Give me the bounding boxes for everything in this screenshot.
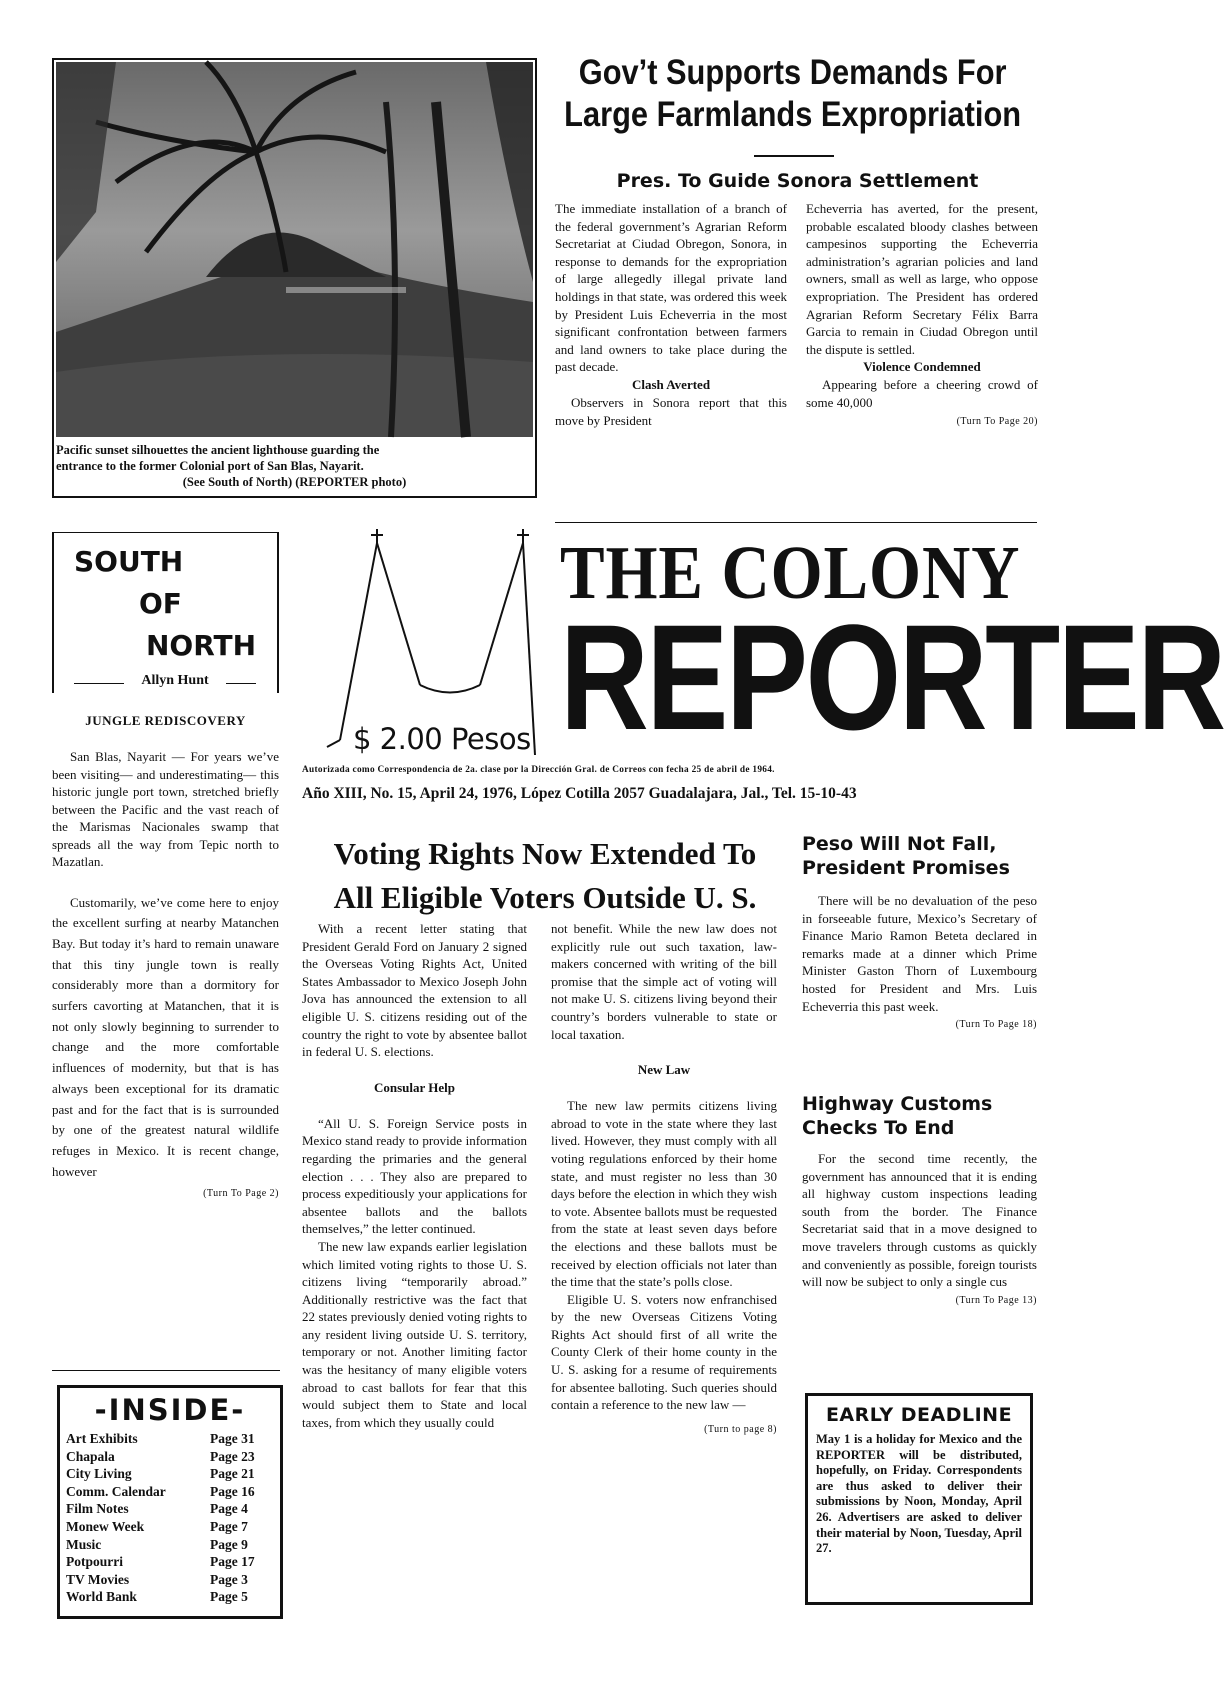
peso-body: There will be no devaluation of the peso in forseeable future, Mexico’s Secretary of Finance Mario Ramon Beteta declared in remarks made at a dinner which Prime Minister Gaston Thorn of Luxembourg hosted for President and Mrs. Luis Echeverria this past week.: [802, 893, 1037, 1014]
inside-row: [66, 1518, 274, 1536]
deadline-body: May 1 is a holiday for Mexico and the REPORTER will be distributed, hopefully, on Friday. Correspondents are thus asked to deliver their submissions by Noon, Monday, April 26. Advertisers are asked to deliver their material by Noon, Tuesday, April 27.: [816, 1432, 1022, 1556]
inside-row-label: Monew Week: [66, 1518, 145, 1534]
voting-col1-subhead: Consular Help: [373, 1079, 456, 1095]
customs-body-wrap: [802, 1150, 1037, 1306]
inside-row-label: Music: [66, 1536, 102, 1552]
inside-row: [66, 1553, 274, 1571]
lead-col2: [806, 200, 1038, 427]
customs-headline: [802, 1092, 1042, 1140]
customs-headline-line2: Checks To End: [802, 1117, 955, 1139]
column-kicker: JUNGLE REDISCOVERY: [85, 713, 246, 728]
voting-headline-line1: Voting Rights Now Extended To: [333, 836, 757, 871]
column-title-line2: OF: [139, 587, 182, 620]
inside-row: [66, 1465, 274, 1483]
customs-turn: (Turn To Page 13): [955, 1294, 1037, 1306]
lighthouse-sunset-photo: [56, 62, 533, 437]
customs-headline-line1: Highway Customs: [802, 1093, 993, 1115]
masthead-title-line1: THE COLONY: [560, 531, 1021, 615]
inside-row-page: Page 9: [210, 1536, 248, 1552]
inside-row: [66, 1500, 274, 1518]
column-para1: San Blas, Nayarit — For years we’ve been visiting— and underestimating— this historic jungle port town, stretched briefly between the Pacific and the vast reach of the Marismas Nacionales swamp that spreads all the way from Tepic north to Mazatlan.: [52, 749, 279, 869]
top-bottom-rule: [555, 522, 1037, 523]
inside-row: [66, 1483, 274, 1501]
peso-body-wrap: [802, 892, 1037, 1030]
inside-row: [66, 1536, 274, 1554]
inside-row-label: Potpourri: [66, 1554, 123, 1570]
inside-row: [66, 1448, 274, 1466]
inside-row-page: Page 3: [210, 1571, 248, 1587]
masthead-title-line2: REPORTER: [560, 593, 1224, 761]
masthead-price: $ 2.00 Pesos: [353, 722, 531, 756]
lead-col1-text2: Observers in Sonora report that this move by President: [555, 394, 787, 428]
inside-row-label: Film Notes: [66, 1501, 129, 1517]
inside-row-page: Page 4: [210, 1501, 248, 1517]
lead-headline: [548, 52, 1037, 136]
inside-row-label: World Bank: [66, 1589, 137, 1605]
colony-logo-icon: [325, 525, 545, 755]
peso-headline: [802, 832, 1042, 880]
voting-col1-p1: With a recent letter stating that President Gerald Ford on January 2 signed the Overseas Voting Rights Act, United States Ambassador to Mexico Joseph John Jova has announced the extension to all eligible U. S. citizens residing out of the country the right to vote by absentee ballot in federal U. S. elections.: [302, 921, 527, 1060]
masthead-dateline: Año XIII, No. 15, April 24, 1976, López Cotilla 2057 Guadalajara, Jal., Tel. 15-10-43: [302, 785, 857, 802]
masthead-permit: Autorizada como Correspondencia de 2a. clase por la Dirección Gral. de Correos con fecha 25 de abril de 1964.: [302, 765, 775, 775]
inside-row-label: Comm. Calendar: [66, 1483, 166, 1499]
column-turn: (Turn To Page 2): [203, 1188, 279, 1200]
inside-box: [57, 1385, 283, 1619]
voting-col2: [551, 920, 777, 1435]
column-para2: Customarily, we’ve come here to enjoy the excellent surfing at nearby Matanchen Bay. But today it’s hard to remain unaware that this tiny jungle town is really considerably more than a dormitory for surfers cavorting at Matanchen, that it is not only slowly beginning to surrender to change and the more comfortable influences of modernity, but that is has always been exceptional for its dramatic past and for the fact that is is surrounded by one of the greatest natural wildlife refuges in Mexico. It is recent change, however: [52, 894, 279, 1179]
inside-row: [66, 1430, 274, 1448]
lead-headline-line2: Large Farmlands Expropriation: [564, 95, 1022, 134]
inside-list: [60, 1428, 280, 1606]
inside-row-label: Chapala: [66, 1448, 115, 1464]
photo-caption-line3: (See South of North) (REPORTER photo): [182, 475, 407, 489]
lead-subhead: Pres. To Guide Sonora Settlement: [616, 170, 979, 192]
inside-row-page: Page 16: [210, 1483, 255, 1499]
voting-col1: [302, 920, 527, 1431]
inside-row-label: City Living: [66, 1466, 132, 1482]
inside-row-page: Page 7: [210, 1518, 248, 1534]
voting-col2-subhead: New Law: [637, 1062, 691, 1078]
voting-col2-p2: The new law permits citizens living abroad to vote in the state where they last lived. However, they must comply with all voting regulations enforced by their home state, and must register no less than 30 days before the election in which they wish to vote. Absentee ballots must be requested from the state at least seven days before the elections and these ballots must be received by election officials not later than the time that the state’s polls close.: [551, 1098, 777, 1290]
lead-col2-subhead: Violence Condemned: [863, 359, 981, 375]
column-body: [52, 748, 279, 1199]
column-title-line3: NORTH: [146, 629, 257, 662]
voting-turn: (Turn to page 8): [704, 1423, 777, 1435]
voting-col1-p3: The new law expands earlier legislation which limited voting rights to those U. S. citizens living “temporarily abroad.” Additionally restrictive was the fact that 22 states previously denied voting rights to any resident living outside U. S. territory, temporary or not. Another limiting factor was the hesitancy of many eligible voters abroad to cast ballots for fear that this would subject them to State and local taxes, from which they usually could: [302, 1238, 527, 1430]
inside-row: [66, 1588, 274, 1606]
lead-col1: [555, 200, 787, 429]
voting-col1-p2: “All U. S. Foreign Service posts in Mexico stand ready to provide information regarding the primaries and the general election . . . They also are prepared to process expeditiously your applications for absentee ballots and the ballots themselves,” the letter continued.: [302, 1115, 527, 1237]
inside-row-page: Page 31: [210, 1431, 255, 1446]
peso-headline-line2: President Promises: [802, 857, 1010, 879]
lead-turn: (Turn To Page 20): [956, 415, 1038, 427]
inside-row-page: Page 17: [210, 1554, 255, 1570]
customs-body: For the second time recently, the government has announced that it is ending all highway custom inspections leading south from the border. The Finance Secretariat said that in a move designed to move travelers through customs as quickly and conveniently as possible, foreign tourists will now be subject to only a single cus: [802, 1151, 1037, 1290]
photo-frame: [52, 58, 537, 498]
inside-row-page: Page 23: [210, 1448, 255, 1464]
column-header-box: [52, 532, 279, 693]
lead-col1-subhead: Clash Averted: [631, 376, 711, 392]
column-title-line1: SOUTH: [74, 545, 184, 578]
inside-row: [66, 1571, 274, 1589]
lead-col2-text2: Appearing before a cheering crowd of some 40,000: [806, 377, 1038, 410]
lead-divider: [754, 155, 834, 157]
lead-col1-text: The immediate installation of a branch of the federal government’s Agrarian Reform Secretariat at Ciudad Obregon, Sonora, in response to demands for the expropriation of large allegedly illegal private land holdings in that state, was ordered this week by President Luis Echeverria in the most significant confrontation between farmers and land owners to take place during the past decade.: [555, 201, 787, 375]
inside-row-page: Page 21: [210, 1466, 255, 1482]
lead-headline-line1: Gov’t Supports Demands For: [578, 53, 1007, 92]
column-bottom-rule: [52, 1370, 280, 1371]
photo-caption-line1: Pacific sunset silhouettes the ancient lighthouse guarding the: [56, 443, 380, 457]
inside-row-label: Art Exhibits: [66, 1431, 138, 1446]
peso-turn: (Turn To Page 18): [955, 1019, 1037, 1031]
photo-caption-line2: entrance to the former Colonial port of San Blas, Nayarit.: [56, 459, 364, 473]
peso-headline-line1: Peso Will Not Fall,: [802, 833, 997, 855]
deadline-title: EARLY DEADLINE: [825, 1404, 1013, 1426]
deadline-box: [805, 1393, 1033, 1605]
column-author: Allyn Hunt: [141, 673, 209, 688]
voting-headline: [300, 832, 790, 920]
inside-row-page: Page 5: [210, 1589, 248, 1605]
lead-col2-text: Echeverria has averted, for the present, probable escalated bloody clashes between campesinos supporting the Echeverria administration’s agrarian policies and land owners, small as well as large, who oppose expropriation. The President has ordered Agrarian Reform Secretary Félix Barra Garcia to remain in Ciudad Obregon until the dispute is settled.: [806, 201, 1038, 357]
inside-title: -INSIDE-: [94, 1393, 246, 1427]
inside-row-label: TV Movies: [66, 1571, 130, 1587]
voting-col2-p1: not benefit. While the new law does not explicitly rule out such taxation, law-makers concerned with writing of the bill promise that the simple act of voting will not make U. S. citizens living beyond their country’s borders vulnerable to state or local taxation.: [551, 921, 777, 1042]
voting-col2-p3: Eligible U. S. voters now enfranchised by the new Overseas Citizens Voting Rights Act should first of all write the County Clerk of their home county in the U. S. asking for a resume of requirements for absentee balloting. Such queries should contain a reference to the new law —: [551, 1291, 777, 1413]
voting-headline-line2: All Eligible Voters Outside U. S.: [333, 880, 757, 915]
